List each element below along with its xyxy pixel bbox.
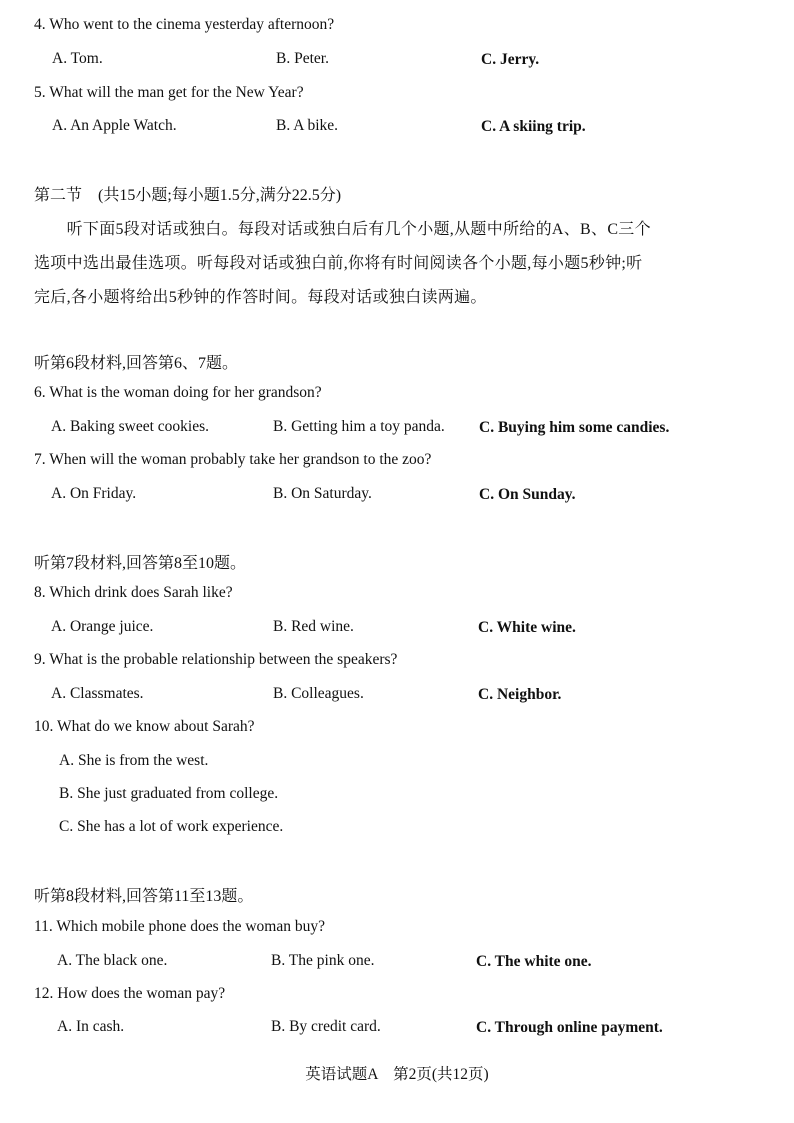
question-5-option-c: C. A skiing trip.: [481, 118, 586, 135]
question-9-option-b: B. Colleagues.: [273, 685, 364, 702]
question-6-option-a: A. Baking sweet cookies.: [51, 418, 209, 435]
question-7-option-b: B. On Saturday.: [273, 485, 372, 502]
question-12-option-b: B. By credit card.: [271, 1018, 381, 1035]
question-10-stem: 10. What do we know about Sarah?: [34, 718, 255, 735]
question-12-stem: 12. How does the woman pay?: [34, 985, 226, 1002]
question-10-option-c: C. She has a lot of work experience.: [59, 818, 284, 835]
section-2-title: 第二节 (共15小题;每小题1.5分,满分22.5分): [34, 187, 342, 204]
question-10-option-a: A. She is from the west.: [59, 752, 209, 769]
question-7-option-a: A. On Friday.: [51, 485, 137, 502]
question-11-option-c: C. The white one.: [476, 953, 592, 970]
question-6-stem: 6. What is the woman doing for her grandson?: [34, 384, 322, 401]
question-9-stem: 9. What is the probable relationship between the speakers?: [34, 651, 398, 668]
question-6-option-c: C. Buying him some candies.: [479, 419, 670, 436]
question-12-option-a: A. In cash.: [57, 1018, 125, 1035]
group-8-header: 听第8段材料,回答第11至13题。: [34, 888, 254, 905]
section-2-instruction-line-2: 选项中选出最佳选项。听每段对话或独白前,你将有时间阅读各个小题,每小题5秒钟;听: [34, 255, 643, 272]
question-8-option-a: A. Orange juice.: [51, 618, 154, 635]
question-5-option-a: A. An Apple Watch.: [52, 117, 177, 134]
question-4-option-b: B. Peter.: [276, 50, 329, 67]
question-4-stem: 4. Who went to the cinema yesterday afternoon?: [34, 16, 335, 33]
section-2-instruction-line-3: 完后,各小题将给出5秒钟的作答时间。每段对话或独白读两遍。: [34, 289, 487, 306]
question-7-option-c: C. On Sunday.: [479, 486, 576, 503]
group-7-header: 听第7段材料,回答第8至10题。: [34, 555, 247, 572]
question-12-option-c: C. Through online payment.: [476, 1019, 663, 1036]
question-5-stem: 5. What will the man get for the New Year?: [34, 84, 304, 101]
question-11-option-a: A. The black one.: [57, 952, 168, 969]
section-2-instruction-line-1: 听下面5段对话或独白。每段对话或独白后有几个小题,从题中所给的A、B、C三个: [34, 221, 651, 238]
question-9-option-c: C. Neighbor.: [478, 686, 562, 703]
question-8-option-b: B. Red wine.: [273, 618, 354, 635]
question-7-stem: 7. When will the woman probably take her grandson to the zoo?: [34, 451, 432, 468]
question-5-option-b: B. A bike.: [276, 117, 339, 134]
question-10-option-b: B. She just graduated from college.: [59, 785, 279, 802]
question-11-stem: 11. Which mobile phone does the woman buy?: [34, 918, 325, 935]
question-4-option-c: C. Jerry.: [481, 51, 540, 68]
question-11-option-b: B. The pink one.: [271, 952, 375, 969]
question-4-option-a: A. Tom.: [52, 50, 103, 67]
question-9-option-a: A. Classmates.: [51, 685, 144, 702]
question-6-option-b: B. Getting him a toy panda.: [273, 418, 445, 435]
question-8-option-c: C. White wine.: [478, 619, 576, 636]
group-6-header: 听第6段材料,回答第6、7题。: [34, 355, 239, 372]
page-footer: 英语试题A 第2页(共12页): [305, 1066, 489, 1083]
question-8-stem: 8. Which drink does Sarah like?: [34, 584, 233, 601]
